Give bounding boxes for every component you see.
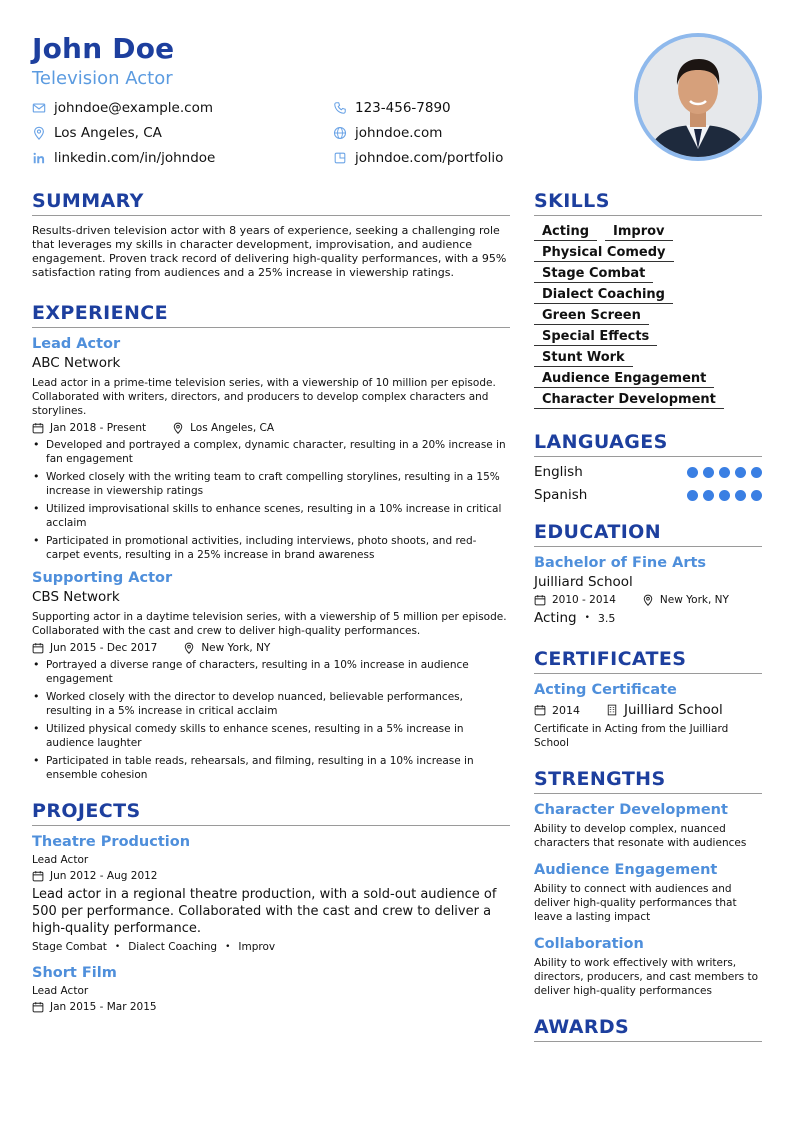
- location-pin-icon: [32, 126, 46, 140]
- certificate-title: Acting Certificate: [534, 682, 677, 698]
- job-description: Lead actor in a prime-time television series, with a viewership of 10 million per episode. Collaborated with writers, directors, and producers to develop complex characters and storylines.: [32, 377, 496, 417]
- contact-portfolio[interactable]: [333, 150, 503, 166]
- calendar-icon: [32, 870, 44, 882]
- certificate-meta: [534, 702, 762, 718]
- company-name: ABC Network: [32, 355, 121, 371]
- project-dates: Jan 2015 - Mar 2015: [50, 1001, 157, 1013]
- strengths-heading: STRENGTHS: [534, 768, 762, 794]
- candidate-role: Television Actor: [32, 68, 173, 89]
- job-title: Supporting Actor: [32, 570, 173, 586]
- level-dot: [703, 467, 714, 478]
- project-tag: Stage Combat: [32, 941, 107, 953]
- strength-description: Ability to connect with audiences and deliver high-quality performances that leave a lasting impact: [534, 883, 737, 923]
- location-pin-icon: [172, 422, 184, 434]
- location-text: Los Angeles, CA: [54, 125, 162, 141]
- email-text: johndoe@example.com: [54, 100, 213, 116]
- portfolio-icon: [333, 151, 347, 165]
- language-name: Spanish: [534, 487, 588, 503]
- level-dot: [687, 467, 698, 478]
- job-dates: Jan 2018 - Present: [50, 422, 147, 434]
- project-tag: Dialect Coaching: [128, 941, 218, 953]
- experience-item: [32, 570, 510, 782]
- level-dot: [751, 490, 762, 501]
- separator-dot: •: [584, 613, 590, 623]
- projects-heading: PROJECTS: [32, 800, 510, 826]
- phone-icon: [333, 101, 347, 115]
- calendar-icon: [534, 594, 546, 606]
- phone-text: 123-456-7890: [355, 100, 451, 116]
- list-item: • Portrayed a diverse range of characters, resulting in a 10% increase in audience engagement: [32, 658, 510, 686]
- project-dates: Jun 2012 - Aug 2012: [50, 870, 158, 882]
- calendar-icon: [534, 704, 546, 716]
- skill-tag: Stunt Work: [534, 348, 633, 367]
- experience-heading: EXPERIENCE: [32, 302, 510, 328]
- summary-text: Results-driven television actor with 8 years of experience, seeking a challenging role that leverages my skills in character development, improvisation, and audience engagement. Proven track record of delivering high-quality performances, with a 95% satisfaction rating from audiences and a 25% increase in viewership ratings.: [32, 224, 507, 279]
- globe-icon: [333, 126, 347, 140]
- language-level: [687, 490, 762, 501]
- gpa-row: [534, 610, 762, 626]
- linkedin-text: linkedin.com/in/johndoe: [54, 150, 216, 166]
- level-dot: [719, 467, 730, 478]
- skills-heading: SKILLS: [534, 190, 762, 216]
- calendar-icon: [32, 422, 44, 434]
- project-item: [32, 965, 510, 1013]
- education-dates: 2010 - 2014: [552, 594, 616, 606]
- profile-photo: [634, 33, 762, 161]
- skill-tag: Audience Engagement: [534, 369, 714, 388]
- job-meta: [32, 642, 510, 654]
- language-name: English: [534, 464, 583, 480]
- calendar-icon: [32, 642, 44, 654]
- project-role: Lead Actor: [32, 854, 89, 866]
- language-row: [534, 464, 762, 480]
- contact-website[interactable]: [333, 125, 442, 141]
- skill-tag: Green Screen: [534, 306, 649, 325]
- project-tags: [32, 941, 510, 953]
- strength-title: Audience Engagement: [534, 862, 718, 878]
- project-title: Theatre Production: [32, 834, 191, 850]
- right-column: [534, 190, 762, 1042]
- level-dot: [719, 490, 730, 501]
- separator-dot: •: [225, 942, 231, 952]
- list-item: • Utilized physical comedy skills to enhance scenes, resulting in a 5% increase in audience laughter: [32, 722, 510, 750]
- awards-heading: AWARDS: [534, 1016, 762, 1042]
- skill-tag: Improv: [605, 222, 673, 241]
- level-dot: [703, 490, 714, 501]
- project-role: Lead Actor: [32, 985, 89, 997]
- job-location: New York, NY: [201, 642, 271, 654]
- contact-email[interactable]: [32, 100, 213, 116]
- envelope-icon: [32, 101, 46, 115]
- skill-tag: Dialect Coaching: [534, 285, 673, 304]
- education-heading: EDUCATION: [534, 521, 762, 547]
- list-item: • Developed and portrayed a complex, dynamic character, resulting in a 20% increase in fan engagement: [32, 438, 510, 466]
- gpa-label: Acting: [534, 610, 577, 626]
- skill-tag: Character Development: [534, 390, 724, 409]
- list-item: • Worked closely with the director to develop nuanced, believable performances, resulting in a 5% increase in critical acclaim: [32, 690, 510, 718]
- job-bullets: [32, 438, 510, 562]
- project-description: Lead actor in a regional theatre production, with a sold-out audience of 500 per performance. Collaborated with the cast and crew to deliver a high-quality performance.: [32, 887, 497, 936]
- job-meta: [32, 422, 510, 434]
- gpa-value: 3.5: [597, 611, 616, 625]
- project-tag: Improv: [238, 941, 276, 953]
- job-dates: Jun 2015 - Dec 2017: [50, 642, 158, 654]
- language-row: [534, 487, 762, 503]
- candidate-name: John Doe: [32, 32, 175, 65]
- skill-tag: Special Effects: [534, 327, 657, 346]
- job-description: Supporting actor in a daytime television series, with a viewership of 5 million per episode. Collaborated with the cast and crew to deliver high-quality performances.: [32, 611, 507, 637]
- project-title: Short Film: [32, 965, 117, 981]
- list-item: • Utilized improvisational skills to enhance scenes, resulting in a 10% increase in critical acclaim: [32, 502, 510, 530]
- certificate-description: Certificate in Acting from the Juilliard School: [534, 723, 729, 749]
- strength-title: Collaboration: [534, 936, 644, 952]
- degree-title: Bachelor of Fine Arts: [534, 555, 707, 571]
- language-level: [687, 467, 762, 478]
- company-name: CBS Network: [32, 589, 120, 605]
- calendar-icon: [32, 1001, 44, 1013]
- portfolio-text: johndoe.com/portfolio: [355, 150, 504, 166]
- certificates-heading: CERTIFICATES: [534, 648, 762, 674]
- skill-tag: Acting: [534, 222, 597, 241]
- list-item: • Participated in table reads, rehearsals, and filming, resulting in a 10% increase in ensemble cohesion: [32, 754, 510, 782]
- contact-phone[interactable]: [333, 100, 451, 116]
- level-dot: [735, 467, 746, 478]
- certificate-issuer: Juilliard School: [624, 702, 723, 718]
- location-pin-icon: [183, 642, 195, 654]
- skill-tag: Stage Combat: [534, 264, 653, 283]
- separator-dot: •: [114, 942, 121, 952]
- job-location: Los Angeles, CA: [190, 422, 275, 434]
- project-meta: [32, 870, 510, 882]
- languages-heading: LANGUAGES: [534, 431, 762, 457]
- summary-heading: SUMMARY: [32, 190, 510, 216]
- linkedin-icon: [32, 151, 46, 165]
- certificate-year: 2014: [552, 703, 580, 717]
- left-column: [32, 190, 510, 1013]
- skills-list: [534, 222, 762, 411]
- job-bullets: [32, 658, 510, 782]
- level-dot: [735, 490, 746, 501]
- list-item: • Participated in promotional activities, including interviews, photo shoots, and red-carpet events, resulting in a 25% increase in brand awareness: [32, 534, 510, 562]
- strength-description: Ability to work effectively with writers, directors, producers, and cast members to deliver high-quality performances: [534, 957, 759, 997]
- experience-item: [32, 336, 510, 562]
- list-item: • Worked closely with the writing team to craft compelling storylines, resulting in a 15% increase in viewership ratings: [32, 470, 510, 498]
- institution-icon: [606, 704, 618, 716]
- skill-tag: Physical Comedy: [534, 243, 674, 262]
- strength-title: Character Development: [534, 802, 728, 818]
- project-meta: [32, 1001, 510, 1013]
- school-name: Juilliard School: [534, 574, 633, 590]
- contact-location: [32, 125, 162, 141]
- job-title: Lead Actor: [32, 336, 121, 352]
- contact-linkedin[interactable]: [32, 150, 215, 166]
- project-item: [32, 834, 510, 953]
- level-dot: [687, 490, 698, 501]
- website-text: johndoe.com: [355, 125, 443, 141]
- location-pin-icon: [642, 594, 654, 606]
- education-meta: [534, 594, 762, 606]
- education-location: New York, NY: [659, 594, 729, 606]
- level-dot: [751, 467, 762, 478]
- strength-description: Ability to develop complex, nuanced characters that resonate with audiences: [534, 823, 747, 849]
